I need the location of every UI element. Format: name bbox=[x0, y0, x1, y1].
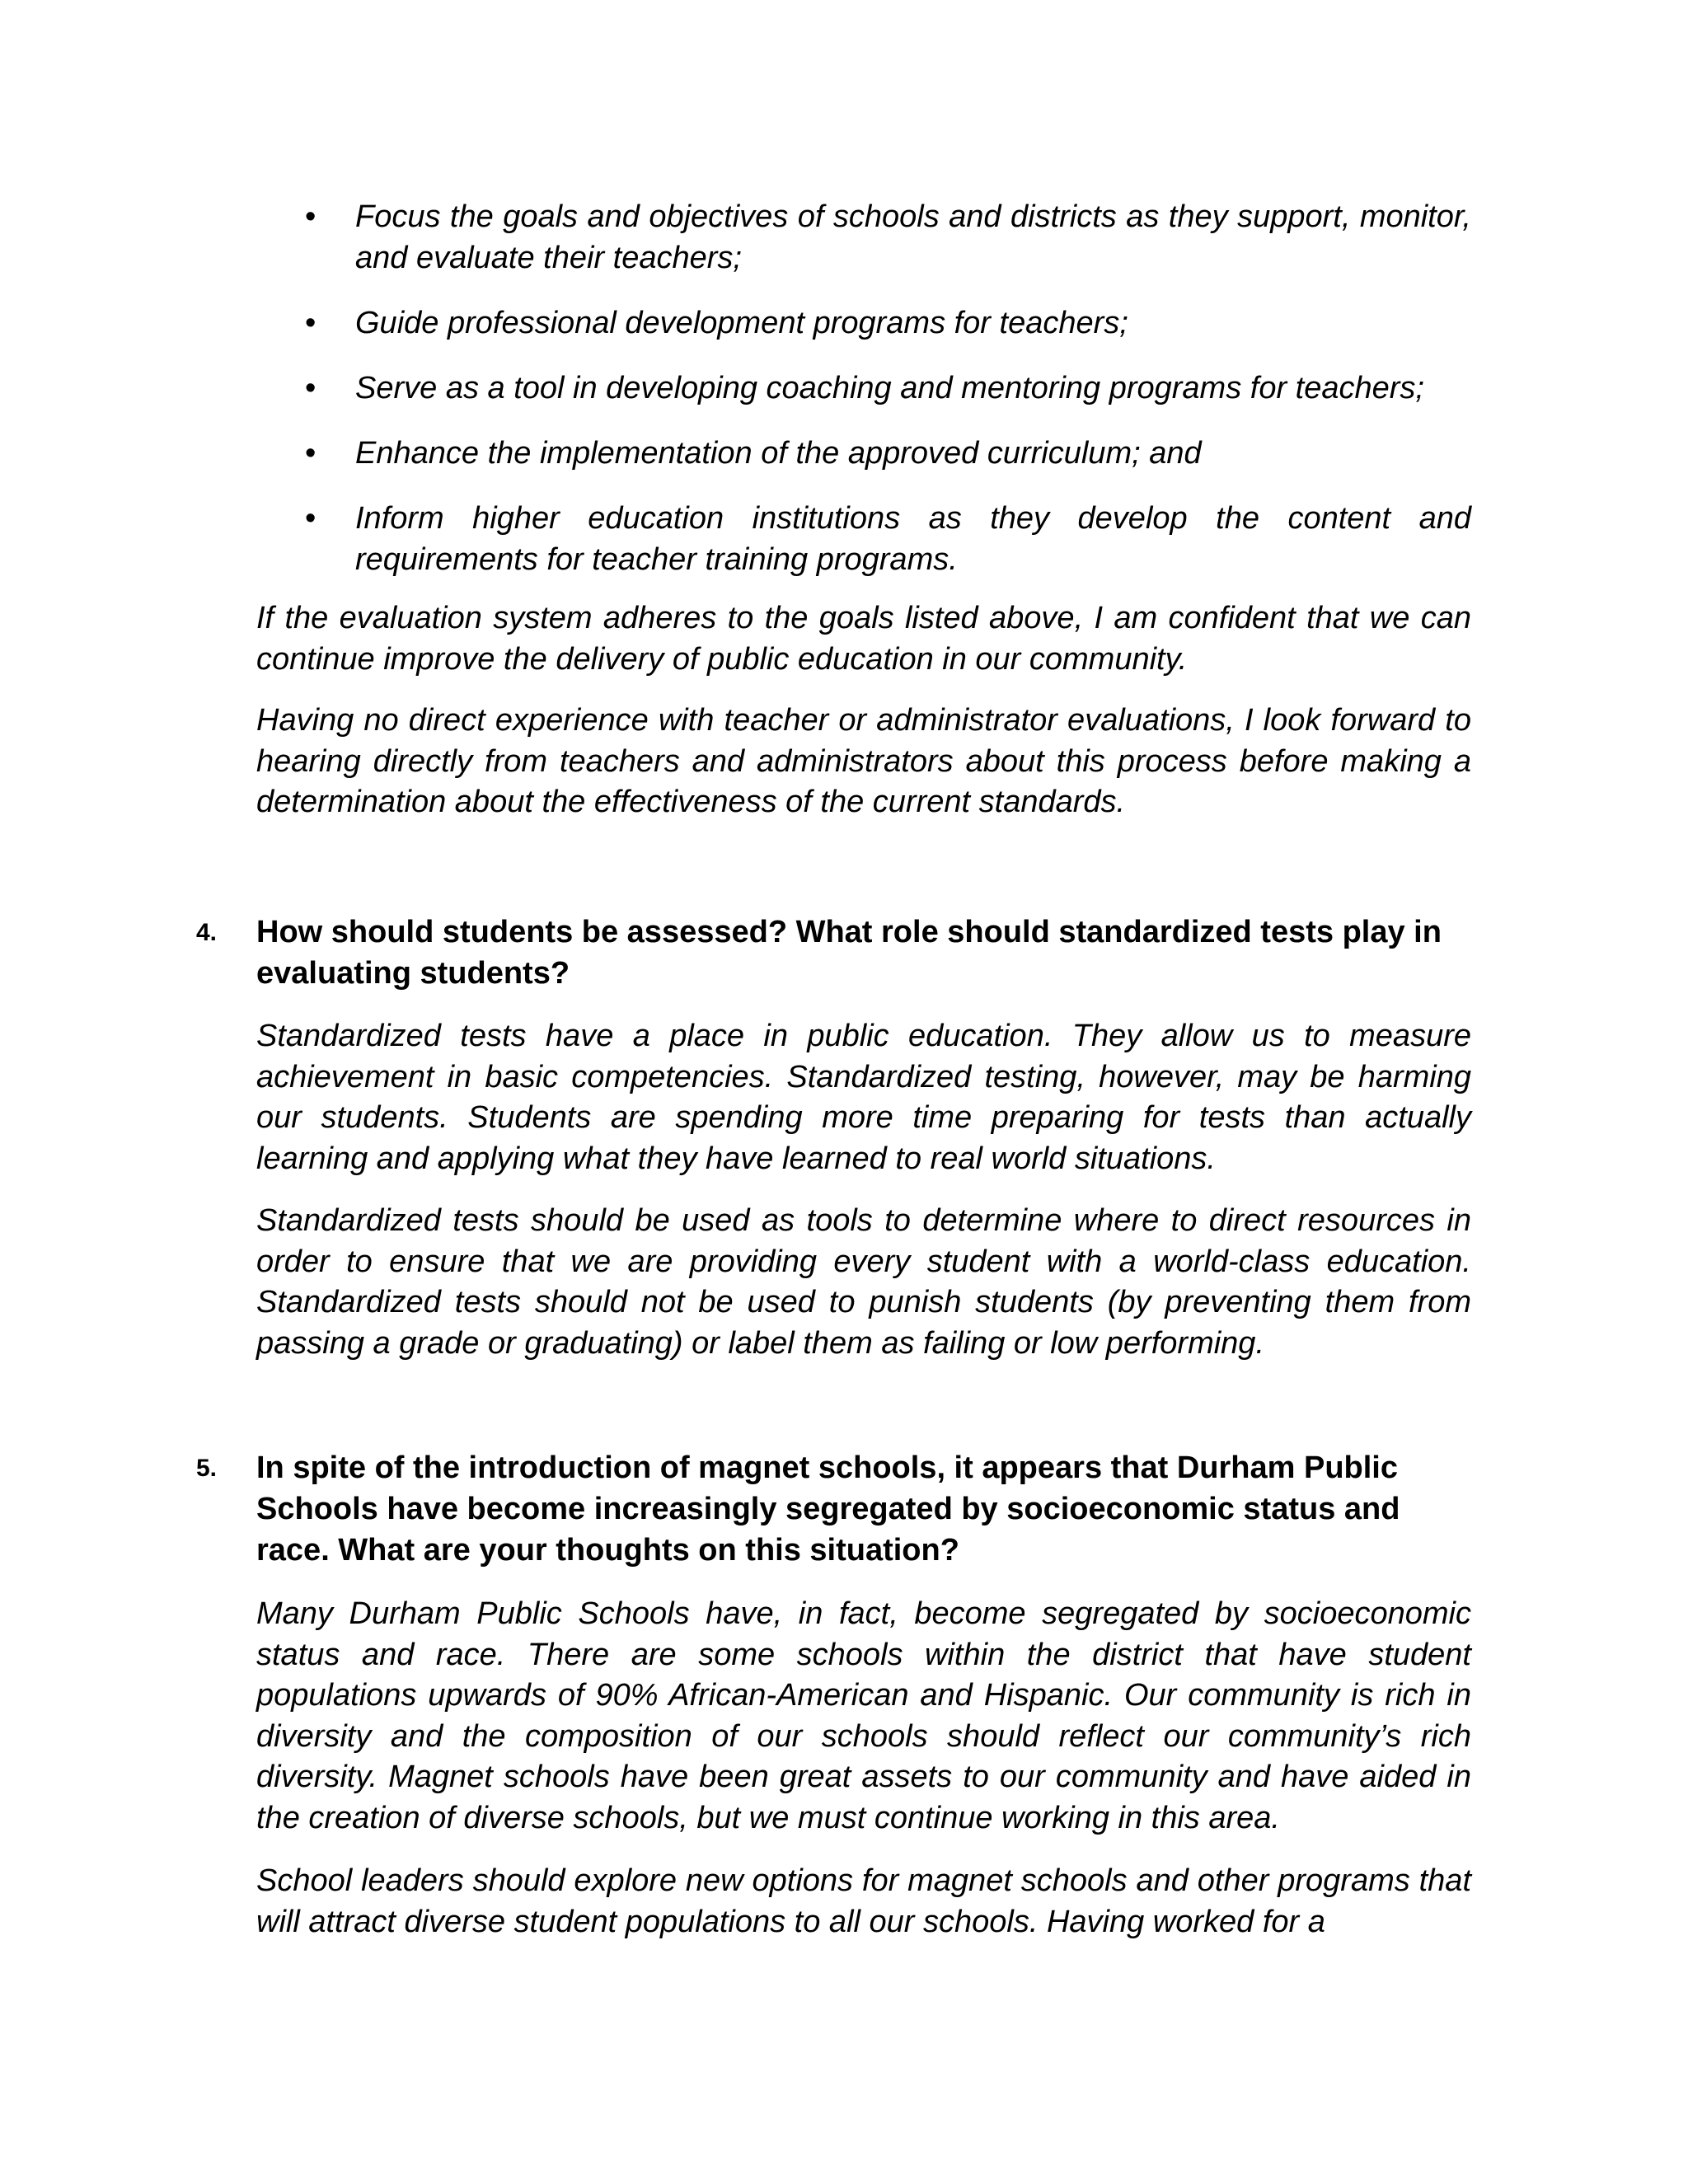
question-heading: In spite of the introduction of magnet schools, it appears that Durham Public Schools have become increasingly segregated by socioeconomic status and race. What are your thoughts on this situation? bbox=[256, 1451, 1400, 1568]
bullet-dot-icon: • bbox=[305, 306, 316, 340]
answer-paragraph: School leaders should explore new options for magnet schools and other programs that will attract diverse student populations to all our schools. Having worked for a bbox=[256, 1863, 1471, 1939]
question-heading: How should students be assessed? What role should standardized tests play in evaluating students? bbox=[256, 915, 1442, 991]
answer-paragraph: Many Durham Public Schools have, in fact, become segregated by socioeconomic status and race. There are some schools within the district that have student populations upwards of 90% African-American and Hispanic. Our community is rich in diversity and the composition of our schools should reflect our community’s rich diversity. Magnet schools have been great assets to our community and have aided in the creation of diverse schools, but we must continue working in this area. bbox=[256, 1596, 1471, 1835]
bullet-dot-icon: • bbox=[305, 436, 316, 471]
bullet-text: Focus the goals and objectives of schools and districts as they support, monitor, and evaluate their teachers; bbox=[355, 199, 1471, 275]
bullet-text: Enhance the implementation of the approved curriculum; and bbox=[355, 436, 1202, 471]
bullet-item bbox=[0, 196, 1688, 279]
bullet-text: Serve as a tool in developing coaching and mentoring programs for teachers; bbox=[355, 371, 1424, 405]
bullet-item bbox=[0, 368, 1688, 409]
evaluation-confidence-paragraph: If the evaluation system adheres to the goals listed above, I am confident that we can continue improve the delivery of public education in our community. bbox=[256, 601, 1471, 677]
question-number: 4. bbox=[196, 919, 218, 946]
bullet-item bbox=[0, 302, 1688, 344]
bullet-dot-icon: • bbox=[305, 501, 316, 536]
answer-paragraph: Standardized tests should be used as tools to determine where to direct resources in order to ensure that we are providing every student with a world-class education. Standardized tests should not be used to punish students (by preventing them from passing a grade or graduating) or label them as failing or low performing. bbox=[256, 1203, 1471, 1361]
bullet-dot-icon: • bbox=[305, 371, 316, 405]
answer-paragraph: Standardized tests have a place in public education. They allow us to measure achievement in basic competencies. Standardized testing, however, may be harming our students. Students are spending more time preparing for tests than actually learning and applying what they have learned to real world situations. bbox=[256, 1019, 1471, 1176]
evaluation-experience-paragraph: Having no direct experience with teacher or administrator evaluations, I look forward to hearing directly from teachers and administrators about this process before making a determination about the effectiveness of the current standards. bbox=[256, 703, 1471, 819]
bullet-text: Guide professional development programs for teachers; bbox=[355, 306, 1128, 340]
bullet-item bbox=[0, 433, 1688, 474]
bullet-text: Inform higher education institutions as they develop the content and requirements for teacher training programs. bbox=[355, 501, 1471, 577]
bullet-item bbox=[0, 498, 1688, 580]
goals-bullet-list bbox=[0, 196, 1688, 604]
bullet-dot-icon: • bbox=[305, 199, 316, 234]
question-number: 5. bbox=[196, 1455, 218, 1482]
